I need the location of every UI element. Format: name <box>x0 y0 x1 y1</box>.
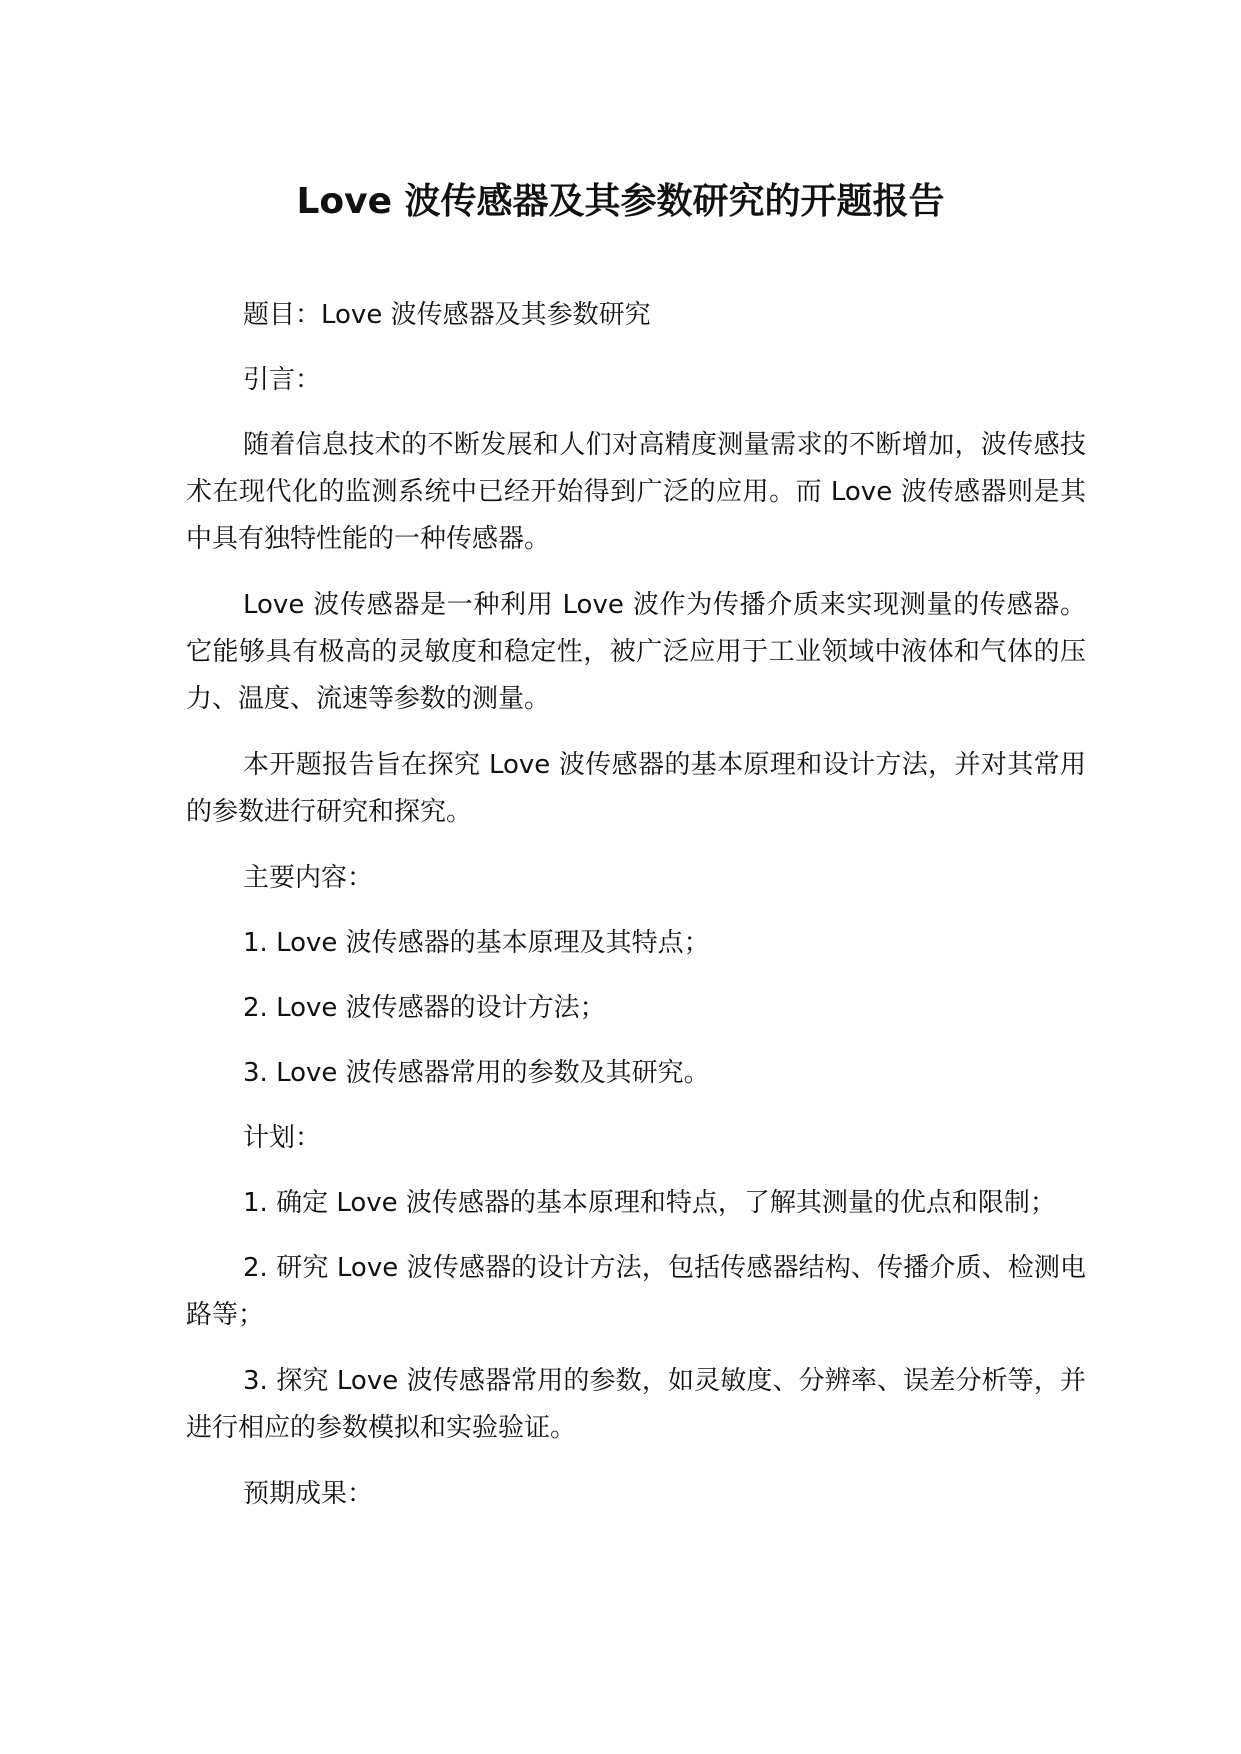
list-item-plan-3: 3. 探究 Love 波传感器常用的参数，如灵敏度、分辨率、误差分析等，并进行相应的参数模拟和实验验证。 <box>186 1366 1086 1443</box>
heading-plan: 计划： <box>243 1123 322 1153</box>
paragraph-intro-3: 本开题报告旨在探究 Love 波传感器的基本原理和设计方法，并对其常用的参数进行研究和探究。 <box>186 750 1086 827</box>
list-item-plan-1: 1. 确定 Love 波传感器的基本原理和特点，了解其测量的优点和限制； <box>243 1188 1056 1218</box>
heading-introduction: 引言： <box>243 365 322 395</box>
list-item-plan-2: 2. 研究 Love 波传感器的设计方法，包括传感器结构、传播介质、检测电路等； <box>186 1253 1086 1330</box>
list-item-content-3: 3. Love 波传感器常用的参数及其研究。 <box>243 1058 710 1088</box>
list-item-content-2: 2. Love 波传感器的设计方法； <box>243 993 606 1023</box>
list-item-content-1: 1. Love 波传感器的基本原理及其特点； <box>243 928 710 958</box>
paragraph-intro-2: Love 波传感器是一种利用 Love 波作为传播介质来实现测量的传感器。它能够具有极高的灵敏度和稳定性，被广泛应用于工业领域中液体和气体的压力、温度、流速等参数的测量。 <box>186 590 1086 714</box>
heading-main-content: 主要内容： <box>243 863 374 893</box>
document-title: Love 波传感器及其参数研究的开题报告 <box>296 181 945 222</box>
document-body <box>186 292 1086 1536</box>
paragraph-topic: 题目：Love 波传感器及其参数研究 <box>243 300 651 330</box>
heading-expected-results: 预期成果： <box>243 1479 374 1509</box>
paragraph-intro-1: 随着信息技术的不断发展和人们对高精度测量需求的不断增加，波传感技术在现代化的监测系统中已经开始得到广泛的应用。而 Love 波传感器则是其中具有独特性能的一种传感器。 <box>186 430 1086 554</box>
